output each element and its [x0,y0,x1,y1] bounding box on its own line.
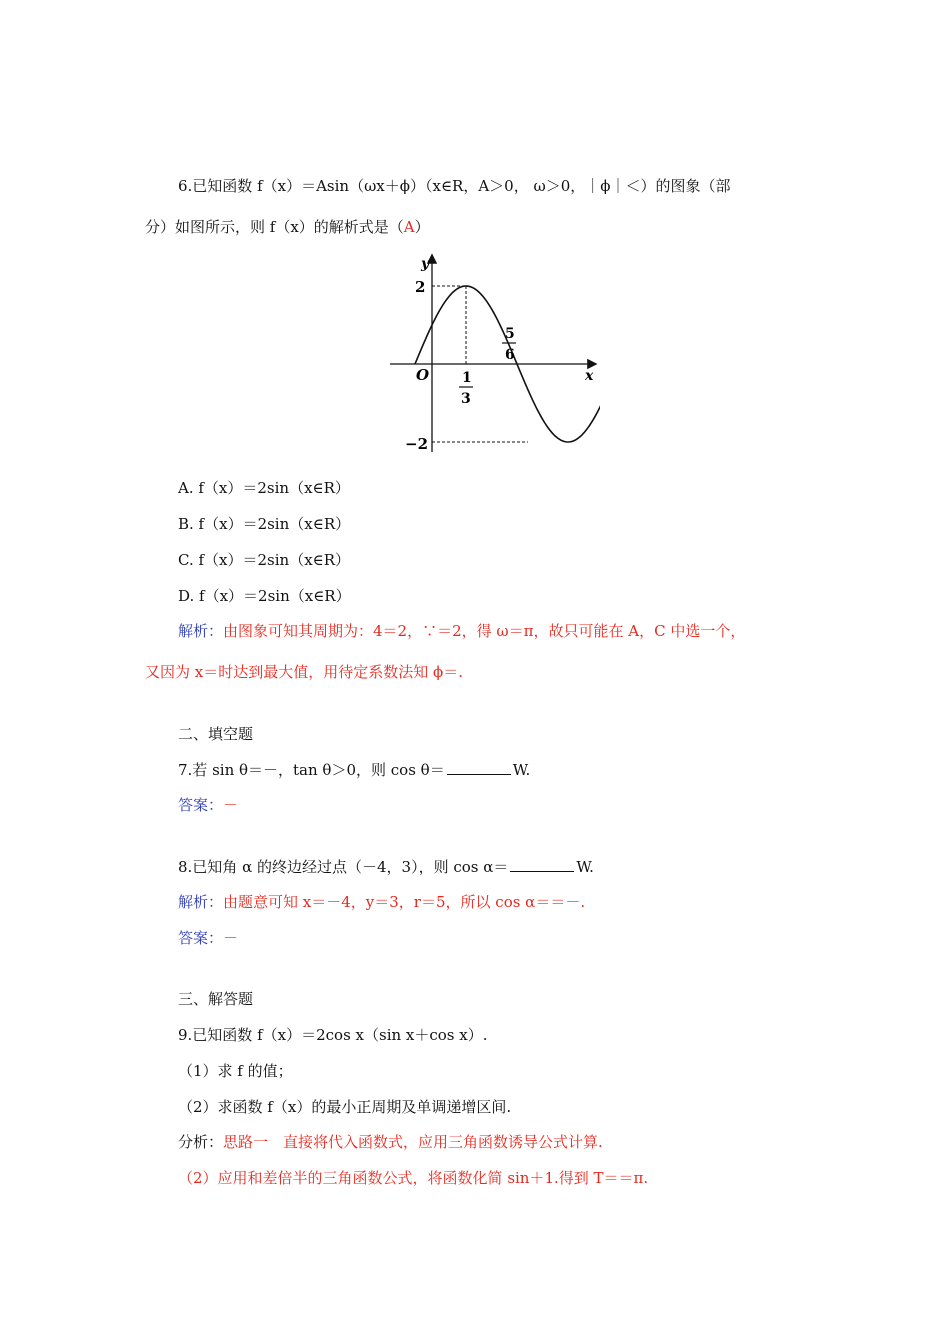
q6-stem-line2 [145,217,430,237]
q8-analysis-text: 由题意可知 x＝－4，y＝3，r＝5，所以 cos α＝＝－. [223,893,586,911]
q9-analysis-line1 [178,1132,603,1152]
x-axis-label: x [585,368,594,384]
q8-blank [510,857,574,872]
q6-analysis-text1: 由图象可知其周期为：4＝2，∵＝2，得 ω＝π，故只可能在 A，C 中选一个， [223,622,746,640]
q9-analysis-line2: （2）应用和差倍半的三角函数公式，将函数化简 sin＋1.得到 T＝＝π. [178,1169,649,1187]
y-min-label: −2 [405,435,429,453]
q8-answer-line [178,928,238,948]
x-peak-denominator: 3 [461,391,471,407]
q7-text-before: 7.若 sin θ＝－，tan θ＞0，则 cos θ＝ [178,761,445,779]
y-max-label: 2 [415,278,426,296]
q6-analysis-label: 解析： [178,622,224,640]
sine-graph [385,252,600,457]
q8-analysis-label: 解析： [178,893,224,911]
y-axis-label: y [421,256,430,272]
q7-text-after: W. [512,761,531,779]
q8-stem [178,857,594,877]
q6-answer: A [403,218,415,236]
origin-label: O [416,366,430,384]
x-zero-numerator: 5 [505,326,515,342]
q6-close-paren: ） [414,218,430,236]
x-peak-numerator: 1 [462,370,472,386]
q6-option-a: A. f（x）＝2sin（x∈R） [178,479,350,497]
q6-stem-text: 分）如图所示，则 f（x）的解析式是（ [145,218,404,236]
q7-answer-line [178,795,238,815]
q6-option-d: D. f（x）＝2sin（x∈R） [178,587,351,605]
q6-analysis-line2: 又因为 x＝时达到最大值，用待定系数法知 ϕ＝. [145,663,463,681]
q6-option-c: C. f（x）＝2sin（x∈R） [178,551,351,569]
q9-stem: 9.已知函数 f（x）＝2cos x（sin x＋cos x）. [178,1026,488,1044]
q9-part2: （2）求函数 f（x）的最小正周期及单调递增区间. [178,1098,512,1116]
section-2-title: 二、填空题 [178,725,254,743]
q8-text-before: 8.已知角 α 的终边经过点（－4，3），则 cos α＝ [178,858,509,876]
q8-answer-label: 答案： [178,929,224,947]
q7-blank [447,760,511,775]
q6-stem-line1: 6.已知函数 f（x）＝Asin（ωx＋ϕ）（x∈R，A＞0， ω＞0，｜ϕ｜＜）的图象（部 [178,177,731,195]
x-zero-denominator: 6 [505,347,515,363]
q7-answer-label: 答案： [178,796,224,814]
q8-text-after: W. [576,858,594,876]
q7-stem [178,760,530,780]
q8-analysis-line [178,892,585,912]
q6-analysis-line1 [178,621,745,641]
q8-answer-value: － [223,929,239,947]
q7-answer-value: － [223,796,239,814]
q9-part1: （1）求 f 的值； [178,1062,293,1080]
section-3-title: 三、解答题 [178,990,254,1008]
q9-analysis-label: 分析： [178,1133,224,1151]
q6-option-b: B. f（x）＝2sin（x∈R） [178,515,351,533]
q9-analysis-text1: 思路一 直接将代入函数式，应用三角函数诱导公式计算. [223,1133,603,1151]
